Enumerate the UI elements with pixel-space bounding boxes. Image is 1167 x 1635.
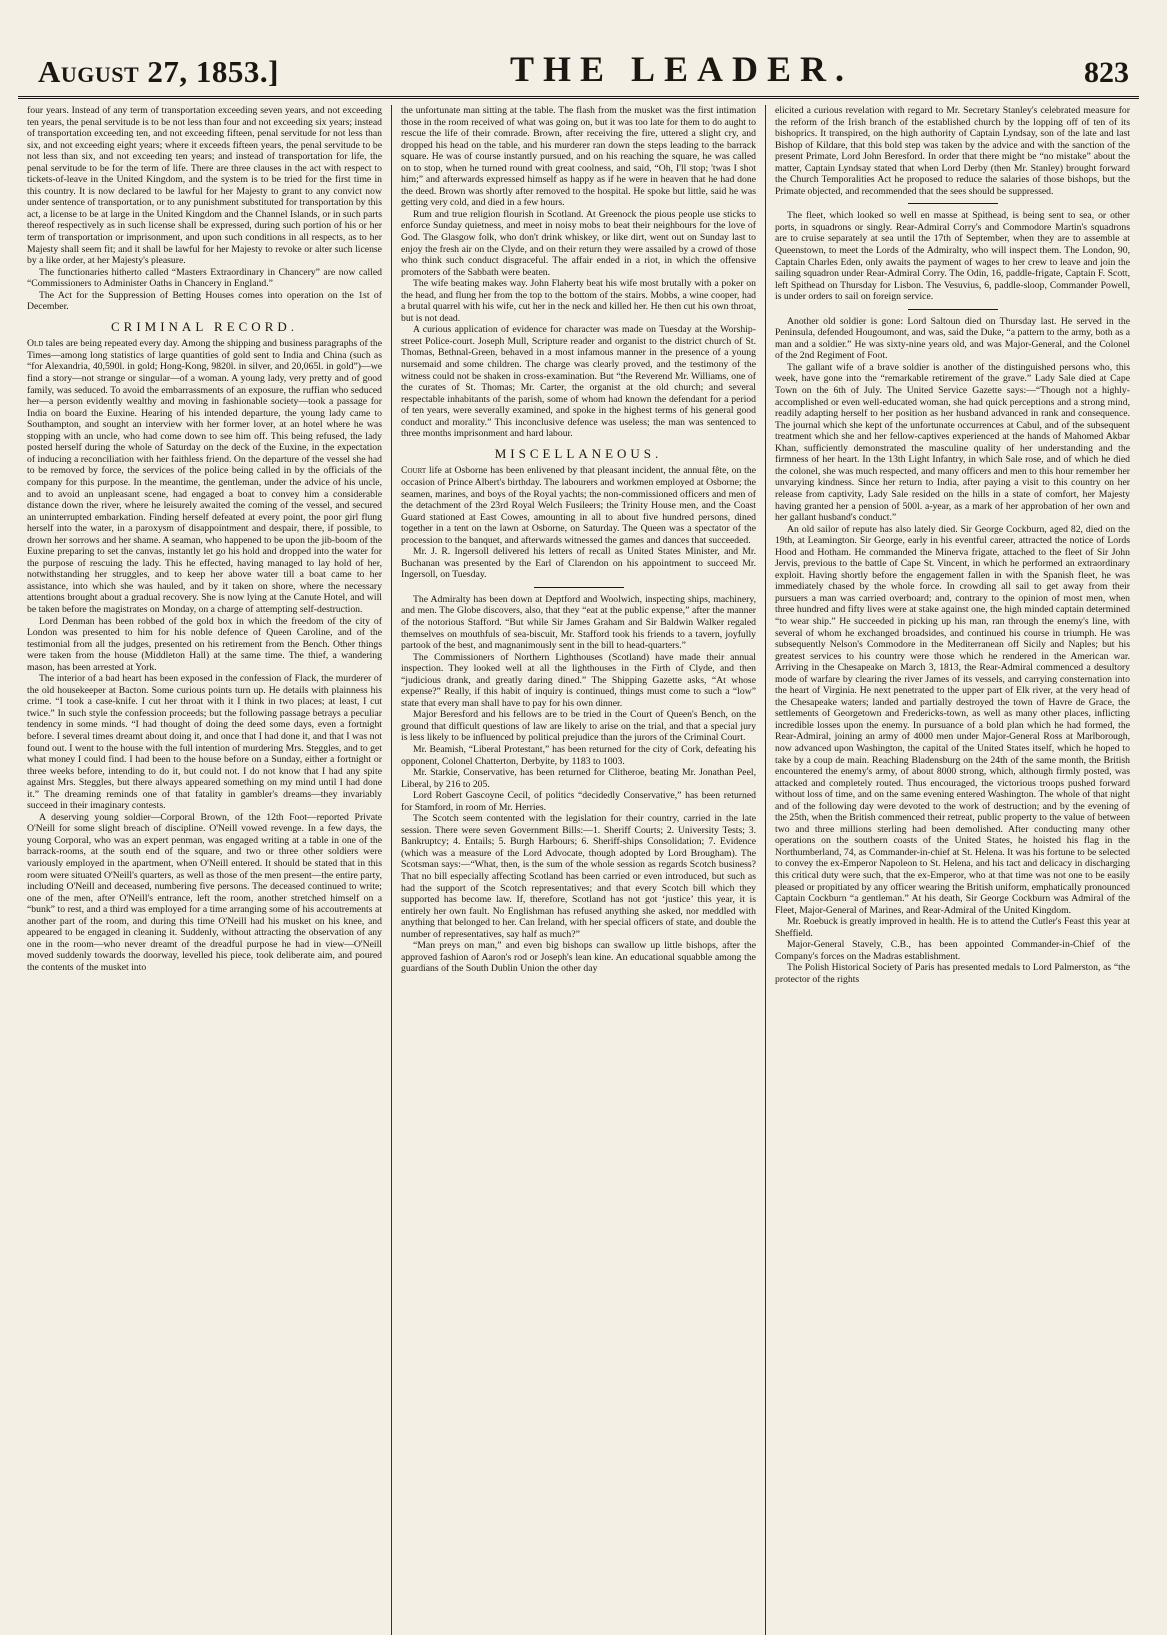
paragraph: The Act for the Suppression of Betting Houses comes into operation on the 1st of December. [27, 289, 382, 313]
paragraph: The gallant wife of a brave soldier is another of the distinguished persons who, this week, have gone into the “remarkable retirement of the grave.” Lady Sale died at Cape Town on the 6th of July. The United Service Gazette says:—“Though not a highly-accomplished or even well-educated woman, she had quick perceptions and a strong mind, readily adapting herself to her position as her husband advanced in rank and consequence. The journal which she kept of the unfortunate occurrences at Cabul, and of the subsequent treatment which she and her fellow-captives experienced at the hands of Mahomed Akbar Khan, sufficiently demonstrated the masculine quality of her understanding and the firmness of her heart. In the 13th Light Infantry, in which Sale rose, and of which he died the colonel, she was much respected, and many officers and men to this hour remember her unvarying kindness. Since her return to India, after paying a visit to this country on her release from captivity, Lady Sale resided on the hills in a state of comfort, her Majesty having granted her a pension of 500l. a-year, as a mark of her approbation of her own and her gallant husband's conduct.” [775, 361, 1130, 524]
paragraph-text: life at Osborne has been enlivened by that pleasant incident, the annual fête, on the occasion of Prince Albert's birthday. The labourers and workmen employed at Osborne; the seamen, marines, and boys of the Royal yachts; the non-commissioned officers and men of the detachment of the 23rd Royal Welch Fusileers; the Trinity House men, and the Coast Guard stationed at East Cowes, amounting in all to about five hundred persons, dined together in a tent on the lawn at Osborne, on Saturday. The Queen was a spectator of the procession to the banquet, and afterwards witnessed the games and dances that succeeded. [401, 465, 756, 546]
paragraph: Mr. Roebuck is greatly improved in health. He is to attend the Cutler's Feast this year at Sheffield. [775, 916, 1130, 939]
paragraph: the unfortunate man sitting at the table. The flash from the musket was the first intimation those in the room received of what was going on, but it was too late for them to do aught to rescue the life of their comrade. Brown, after receiving the fire, uttered a slight cry, and dropped his head on the table, and his murderer ran down the steps leading to the barrack square. He was of course instantly pursued, and on his reaching the square, he was called on to stop, when he turned round with great coolness, and said, “Oh, I'll stop; 'twas I shot him;” and afterwards expressed himself as happy as if he were in heaven that he had done the deed. Brown was shortly after removed to the hospital. He spoke but little, said he was getting very cold, and died in a few hours. [401, 105, 756, 209]
paragraph: Mr. Starkie, Conservative, has been returned for Clitheroe, beating Mr. Jonathan Peel, Liberal, by 216 to 205. [401, 767, 756, 790]
paragraph: The interior of a bad heart has been exposed in the confession of Flack, the murderer of the old housekeeper at Bacton. Some curious points turn up. He details with plainness his crime. “I took a case-knife. I cut her throat with it I think in two places; at least, I cut twice.” In such style the confession proceeds; but the following passage betrays a peculiar tendency in some minds. “I had thought of doing the deed some days, even a fortnight before. I several times dreamt about doing it, and once that I had done it, and that I was not found out. I went to the house with the full intention of murdering Mrs. Steggles, and to get what money I could find. I had been to the house before on a Sunday, either a fortnight or three weeks before, intending to do it, but could not. I do not know that I had any spite against Mrs. Steggles, but there always appeared something on my mind until I had done it.” The dreaming reminds one of that fatality in gambler's dreams—they invariably succeed in their imaginary contests. [27, 673, 382, 812]
paragraph: Major-General Stavely, C.B., has been appointed Commander-in-Chief of the Company's forces on the Madras establishment. [775, 939, 1130, 962]
paragraph: A curious application of evidence for character was made on Tuesday at the Worship-street Police-court. Joseph Mull, Scripture reader and organist to the district church of St. Thomas, Bethnal-Green, behaved in a most infamous manner in the presence of a young nursemaid and some children. The charge was clearly proved, and the testimony of the witness could not be shaken in cross-examination. But “the Reverend Mr. Williams, one of the curates of St. Thomas; Mr. Carter, the organist at the old church; and several respectable inhabitants of the parish, some of whom had known the defendant for a period of ten years, were severally examined, and spoke in the highest terms of his general good conduct and morality.” This inconclusive defence was useless; the man was sentenced to three months imprisonment and hard labour. [401, 324, 756, 440]
paragraph [401, 465, 756, 546]
paragraph-text: tales are being repeated every day. Among the shipping and business paragraphs of the Times—among long statistics of large quantities of gold sent to India and China (such as “for Alexandria, 40,590l. in gold; Hong-Kong, 9820l. in silver, and 20,065l. in gold”)—we find a story—not strange or singular—of a woman. A young lady, very pretty and of good family, was seduced. To avoid the embarrassments of an exposure, the ruffian who seduced her—a person evidently wealthy and moving in fashionable society—took a passage for India on board the Euxine. Hearing of his intended departure, the young lady came to Southampton, and sought an interview with her former lover, at an hotel where he was stopping with an uncle, who had come down to see him off. This being refused, the lady posted herself during the whole of Saturday on the deck of the Euxine, in the expectation of inducing a reconciliation with her faithless friend. On the departure of the vessel she had to be removed by force, the services of the police being called in by the officials of the company for this purpose. In the meantime, the gentleman, under the advice of his uncle, and to avoid an unpleasant scene, had engaged a boat to convey him a considerable distance down the river, where he leisurely awaited the coming of the vessel, and secured an uninterrupted embarkation. Finding herself defeated at every point, the poor girl flung herself into the water, in a paroxysm of disappointment and despair, there, if possible, to drown her sorrows and her shame. A seaman, who happened to be upon the jib-boom of the Euxine preparing to set the canvas, instantly let go his hold and dropped into the water for the purpose of rescuing the lady. This he effected, having managed to lay hold of her, notwithstanding her struggles, and to keep her above water till a boat came to her assistance, into which she was hauled, and by it taken on shore, where the necessary attentions brought about a gradual recovery. She is now lying at the Canute Hotel, and will be taken before the magistrates on Monday, on a charge of attempting self-destruction. [27, 338, 382, 615]
article-columns [18, 105, 1139, 1635]
masthead [18, 34, 1139, 99]
paragraph: The wife beating makes way. John Flaherty beat his wife most brutally with a poker on the head, and flung her from the top to the bottom of the stairs. Mobbs, a wine cooper, had a brutal quarrel with his wife, cut her in the neck and killed her. He then cut his own throat, but is not dead. [401, 278, 756, 324]
paragraph: elicited a curious revelation with regard to Mr. Secretary Stanley's celebrated measure for the reform of the Irish branch of the established church by the lopping off of ten of its bishoprics. It transpired, on the high authority of Captain Lyndsay, son of the late and last Bishop of Kildare, that this bold step was taken by the advice and with the sanction of the present Primate, Lord John Beresford. In order that there might be “no mistake” about the matter, Captain Lyndsay stated that when Lord Derby (then Mr. Stanley) brought forward the Church Temporalities Act he proposed to reduce the salaries of those bishops, but the Primate objected, and recommended that the sees should be suppressed. [775, 105, 1130, 197]
paragraph: Lord Robert Gascoyne Cecil, of politics “decidedly Conservative,” has been returned for Stamford, in room of Mr. Herries. [401, 790, 756, 813]
paragraph: The Commissioners of Northern Lighthouses (Scotland) have made their annual inspection. They looked well at all the lighthouses in the Firth of Clyde, and then “judicious drank, and greatly daring dined.” The Shipping Gazette asks, “At whose expense?” Really, if this habit of inquiry is continued, things must come to such a “low” state that every man shall have to pay for his own dinner. [401, 651, 756, 709]
lead-word: Court [401, 465, 427, 477]
newspaper-title: THE LEADER. [509, 49, 854, 89]
page-number: 823 [1083, 56, 1129, 89]
divider [534, 587, 624, 588]
paragraph: The fleet, which looked so well en masse at Spithead, is being sent to sea, or other ports, in squadrons or singly. Rear-Admiral Corry's and Commodore Martin's squadrons are to cruise separately at sea until the 17th of September, when they are to assemble at Queenstown, to meet the Lords of the Admiralty, who will inspect them. The London, 90, Captain Charles Eden, only awaits the payment of wages to her crew to leave and join the sailing squadron under Rear-Admiral Corry. The Odin, 16, paddle-frigate, Captain F. Scott, left Spithead on Thursday for Lisbon. The Vesuvius, 6, paddle-sloop, Commander Powell, is under orders to sail on foreign service. [775, 210, 1130, 303]
paragraph: The Admiralty has been down at Deptford and Woolwich, inspecting ships, machinery, and men. The Globe discovers, also, that they “eat at the public expense,” after the manner of the notorious Stafford. “But while Sir James Graham and Sir Baldwin Walker regaled themselves on mouthfuls of sea-biscuit, Mr. Stafford took his friends to a tavern, joyfully partook of the best, and magnanimously sent in the bill to head-quarters.” [401, 593, 756, 652]
column-3 [765, 105, 1139, 1635]
paragraph: The Polish Historical Society of Paris has presented medals to Lord Palmerston, as “the protector of the rights [775, 962, 1130, 985]
column-1 [18, 105, 391, 1635]
issue-date: August 27, 1853.] [38, 54, 280, 89]
paragraph: four years. Instead of any term of transportation exceeding seven years, and not exceeding ten years, the penal servitude is to be not less than four and not exceeding six years; instead of transportation exceeding ten, and not exceeding fifteen, penal servitude for not less than six, and not exceeding eight years; where it exceeds fifteen years, the penal servitude to be not less than six, and not exceeding ten years; and instead of transportation for life, the penal servitude to be for the term of life. There are three clauses in the act with respect to tickets-of-leave in the United Kingdom, and the system is to be tried for the first time in this country. It is now declared to be lawful for her Majesty to grant to any convict now under sentence of transportation, or to any punishment substituted for transportation by this act, a license to be at large in the United Kingdom and the Channel Islands, or in such parts thereof respectively as in such license shall be expressed, during such portion of his or her term of transportation or imprisonment, and upon such conditions in all respects, as to her Majesty shall seem fit; and it shall be lawful for her Majesty to revoke or alter such license by a like order, at her Majesty's pleasure. [27, 105, 382, 267]
column-2 [391, 105, 765, 1635]
paragraph: The Scotch seem contented with the legislation for their country, carried in the late session. There were seven Government Bills:—1. Sheriff Courts; 2. University Tests; 3. Bankruptcy; 4. Entails; 5. Burgh Harbours; 6. Sheriff-ships Consolidation; 7. Evidence (which was a measure of the Lord Advocate, though adopted by Lord Brougham). The Scotsman says:—“What, then, is the sum of the whole session as regards Scotch business? That no bill especially affecting Scotland has been carried or even introduced, but such as had the support of the Scotch representatives; and that every Scotch bill which they supported has become law. If, therefore, Scotland has not got ‘justice’ this year, it is entirely her own fault. No Englishman has refused anything she asked, nor meddled with anything that belonged to her. Can Ireland, with her special officers of state, and double the number of representatives, say half as much?” [401, 813, 756, 940]
paragraph: Rum and true religion flourish in Scotland. At Greenock the pious people use sticks to enforce Sunday quietness, and meet in noisy mobs to beat their neighbours for the love of God. The Glasgow folk, who don't drink whiskey, or like dirt, went out on Sunday last to enjoy the fresh air on the Clyde, and on their return they were assailed by a crowd of those who think such conduct disgraceful. The affair ended in a riot, in which the offensive promoters of the Sabbath were beaten. [401, 208, 756, 278]
paragraph: Major Beresford and his fellows are to be tried in the Court of Queen's Bench, on the ground that difficult questions of law are likely to arise on the trial, and that a special jury is less likely to be influenced by political prejudice than the jurors of the Criminal Court. [401, 709, 756, 744]
paragraph: A deserving young soldier—Corporal Brown, of the 12th Foot—reported Private O'Neill for some slight breach of discipline. O'Neill vowed revenge. In a few days, the young Corporal, who was an expert penman, was engaged writing at a table in one of the barrack-rooms, at the south end of the square, and two or three other soldiers were variously employed in the apartment, when O'Neill entered. It should be stated that in this room were situated O'Neill's quarters, as well as those of the men present—the entire party, including O'Neill and deceased, numbering five persons. The deceased continued to write; one of the men, after O'Neill's entrance, left the room, another stretched himself on a “bunk” to rest, and a third was employed for a time arranging some of his accoutrements at another part of the room, and during this time O'Neill had his musket on his knee, and appeared to be engaged in cleaning it. Suddenly, without attracting the observation of any one in the room—who never dreamt of the dreadful purpose he had in view—O'Neill moved suddenly towards the doorway, levelled his piece, took deliberate aim, and poured the contents of the musket into [27, 811, 382, 973]
paragraph: “Man preys on man,” and even big bishops can swallow up little bishops, after the approved fashion of Aaron's rod or Joseph's lean kine. An educational squabble among the guardians of the South Dublin Union the other day [401, 940, 756, 975]
divider [908, 309, 998, 310]
divider [908, 203, 998, 204]
lead-word: Old [27, 338, 44, 350]
paragraph: An old sailor of repute has also lately died. Sir George Cockburn, aged 82, died on the 19th, at Leamington. Sir George, early in his eventful career, attracted the notice of Lords Hood and Hotham. He commanded the Minerva frigate, attached to the fleet of Sir John Jervis, previous to the battle of Cape St. Vincent, in which he performed an extraordinary exploit. Having shortly before the engagement fallen in with the Spanish fleet, he was immediately chased by the whole force. In crowding all sail to get away from their pursuers a man was carried overboard; and, contrary to the opinion of most men, when three hundred and fifty lives were at stake against one, the high minded captain determined “to wear ship.” He succeeded in picking up his man, ran through the enemy's line, with several of whom he exchanged broadsides, and continued his course in triumph. He was subsequently Nelson's Commodore in the Mediterranean off Sicily and Naples; but his greatest services to his country were those which he rendered in the American war. Arriving in the Chesapeake on March 3, 1813, the Rear-Admiral commenced a desultory mode of warfare by clearing the river James of its vessels, and carrying consternation into the heart of Virginia. He next penetrated to the upper part of Elk river, at the very head of the Chesapeake waters; landed and partially destroyed the town of Havre de Grace, the settlements of Georgetown and Fredericks-town, as well as many other places, inflicting incredible losses upon the enemy. In pursuance of a bold plan which he had formed, the Rear-Admiral, joining an army of 4000 men under Major-General Ross at Marlborough, now advanced upon Washington, the capital of the United States itself, which he hoped to take by a coup de main. Reaching Bladensburg on the 24th of the same month, the British encountered the enemy's army, of about 8000 strong, which, although firmly posted, was attacked and completely routed. Thus encouraged, the victorious troops pushed forward without loss of time, and on the same evening entered Washington. The whole of that night and of the following day were devoted to the work of destruction; and by the evening of the 25th, when the British commenced their retreat, public property to the value of between two and three millions sterling had been demolished. After conducting many other operations on the southern coasts of the United States, he hoisted his flag in the Northumberland, 74, as Commander-in-chief at St. Helena. It was his fortune to be selected to convey the ex-Emperor Napoleon to St. Helena, and his tact and delicacy in discharging this critical duty were such, that the ex-Emperor, who at that time was not one to be easily pleased or propitiated by any officer wearing the British uniform, emphatically pronounced Captain Cockburn “a gentleman.” At his death, Sir George Cockburn was Admiral of the Fleet, Major-General of Marines, and Rear-Admiral of the United Kingdom. [775, 523, 1130, 916]
paragraph [27, 338, 382, 615]
paragraph: The functionaries hitherto called “Masters Extraordinary in Chancery” are now called “Commissioners to Administer Oaths in Chancery in England.” [27, 266, 382, 290]
paragraph: Another old soldier is gone: Lord Saltoun died on Thursday last. He served in the Peninsula, defended Hougoumont, and was, said the Duke, “a pattern to the army, both as a man and a soldier.” He was sixty-nine years old, and was Major-General, and the Colonel of the 2nd Regiment of Foot. [775, 315, 1130, 362]
section-heading-criminal-record: CRIMINAL RECORD. [110, 318, 299, 334]
paragraph: Lord Denman has been robbed of the gold box in which the freedom of the city of London was presented to him for his noble defence of Queen Caroline, and of the testimonial from all the judges, presented on his retirement from the Bench. Other things were taken from the house (Middleton Hall) at the same time. The thief, a wandering mason, has been arrested at York. [27, 615, 382, 673]
section-heading-miscellaneous: MISCELLANEOUS. [494, 445, 663, 461]
paragraph: Mr. Beamish, “Liberal Protestant,” has been returned for the city of Cork, defeating his opponent, Colonel Chatterton, Derbyite, by 1183 to 1003. [401, 743, 756, 767]
paragraph: Mr. J. R. Ingersoll delivered his letters of recall as United States Minister, and Mr. Buchanan was presented by the Earl of Clarendon on his appointment to succeed Mr. Ingersoll, on Tuesday. [401, 546, 756, 581]
